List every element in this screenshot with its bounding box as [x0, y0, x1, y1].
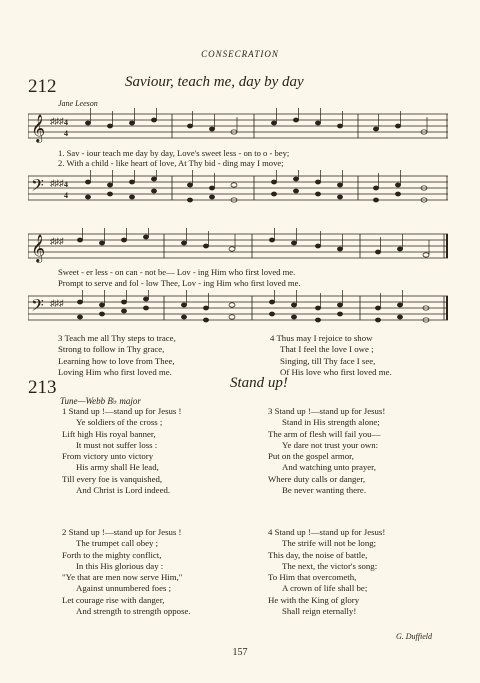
verse-line: It must not suffer loss : — [76, 439, 158, 450]
verse-line: Put on the gospel armor, — [268, 451, 354, 462]
music-staff-treble-2 — [28, 228, 448, 270]
verse-line: 2 Stand up !—stand up for Jesus ! — [62, 527, 182, 537]
verse-line: Let courage rise with danger, — [62, 594, 165, 605]
music-staff-bass-1 — [28, 170, 448, 212]
verse-line: In this His glorious day : — [76, 560, 164, 571]
verse-line: The arm of flesh will fail you— — [268, 428, 381, 439]
verse-line: Till every foe is vanquished, — [62, 473, 163, 484]
verse-line: 1 Stand up !—stand up for Jesus ! — [62, 406, 182, 416]
verse-line: His army shall He lead, — [76, 462, 159, 473]
verse-213-1 — [62, 406, 181, 496]
music-staff-treble-1 — [28, 108, 448, 150]
svg-text:♯♯♯: ♯♯♯ — [50, 178, 64, 188]
verse-line: That I feel the love I owe ; — [280, 344, 374, 355]
svg-text:♯♯♯: ♯♯♯ — [50, 116, 64, 126]
verse-line: From victory unto victory — [62, 451, 154, 462]
verse-line: A crown of life shall be; — [282, 583, 368, 594]
verse-line: Loving Him who first loved me. — [58, 366, 172, 377]
svg-text:4: 4 — [64, 118, 68, 127]
tune-213: Tune—Webb B♭ major — [60, 396, 141, 406]
verse-line: To Him that overcometh, — [268, 572, 357, 583]
hymn-number-212: 212 — [28, 76, 57, 97]
verse-line: Ye dare not trust your own: — [282, 439, 379, 450]
music-staff-bass-2 — [28, 290, 448, 332]
verse-line: Learning how to love from Thee, — [58, 355, 175, 366]
verse-line: Of His love who first loved me. — [280, 366, 392, 377]
author-213: G. Duffield — [396, 632, 432, 641]
verse-line: The strife will not be long; — [282, 538, 377, 549]
hymn-number-213: 213 — [28, 377, 57, 398]
verse-line: Ye soldiers of the cross ; — [76, 417, 163, 428]
svg-text:𝄞: 𝄞 — [31, 116, 46, 142]
verse-213-2 — [62, 527, 191, 617]
svg-text:𝄞: 𝄞 — [31, 236, 46, 262]
svg-text:4: 4 — [64, 129, 68, 138]
lyric-212-row1-line2: 2. With a child - like heart of love, At Thy bid - ding may I move; — [58, 158, 284, 168]
verse-line: Singing, till Thy face I see, — [280, 355, 376, 366]
verse-line: The trumpet call obey ; — [76, 538, 159, 549]
section-header: CONSECRATION — [201, 49, 279, 59]
page-number: 157 — [232, 647, 248, 658]
hymn-title-212: Saviour, teach me, day by day — [125, 74, 304, 90]
verse-line: "Ye that are men now serve Him," — [62, 572, 183, 583]
verse-line: The next, the victor's song: — [282, 560, 378, 571]
lyric-212-row1-line1: 1. Sav - iour teach me day by day, Love's sweet less - on to o - bey; — [58, 148, 290, 158]
verse-line: He with the King of glory — [268, 594, 360, 605]
verse-213-4 — [268, 527, 385, 617]
lyric-212-row2-line1: Sweet - er less - on can - not be— Lov - ing Him who first loved me. — [58, 267, 296, 277]
verse-line: Forth to the mighty conflict, — [62, 549, 162, 560]
composer-212: Jane Leeson — [58, 99, 98, 108]
verse-213-3 — [268, 406, 385, 496]
verse-line: 4 Stand up !—stand up for Jesus! — [268, 527, 386, 537]
verse-line: Be never wanting there. — [282, 485, 367, 496]
verse-line: Shall reign eternally! — [282, 606, 357, 617]
verse-line: 4 Thus may I rejoice to show — [270, 333, 373, 343]
hymn-title-213: Stand up! — [230, 375, 288, 391]
verse-line: This day, the noise of battle, — [268, 549, 368, 560]
verse-line: Where duty calls or danger, — [268, 473, 366, 484]
verse-212-4 — [270, 333, 392, 378]
svg-text:♯♯♯: ♯♯♯ — [50, 298, 64, 308]
verse-line: And Christ is Lord indeed. — [76, 485, 171, 496]
verse-line: And watching unto prayer, — [282, 462, 376, 473]
verse-line: 3 Stand up !—stand up for Jesus! — [268, 406, 386, 416]
verse-212-3 — [58, 333, 176, 378]
verse-line: Against unnumbered foes ; — [76, 583, 172, 594]
svg-text:𝄢: 𝄢 — [31, 177, 44, 199]
lyric-212-row2-line2: Prompt to serve and fol - low Thee, Lov - ing Him who first loved me. — [58, 278, 301, 288]
svg-text:𝄢: 𝄢 — [31, 297, 44, 319]
svg-text:4: 4 — [64, 180, 68, 189]
svg-text:4: 4 — [64, 191, 68, 200]
verse-line: 3 Teach me all Thy steps to trace, — [58, 333, 176, 343]
verse-line: Strong to follow in Thy grace, — [58, 344, 165, 355]
verse-line: And strength to strength oppose. — [76, 606, 191, 617]
svg-text:♯♯♯: ♯♯♯ — [50, 236, 64, 246]
verse-line: Lift high His royal banner, — [62, 428, 156, 439]
verse-line: Stand in His strength alone; — [282, 417, 380, 428]
